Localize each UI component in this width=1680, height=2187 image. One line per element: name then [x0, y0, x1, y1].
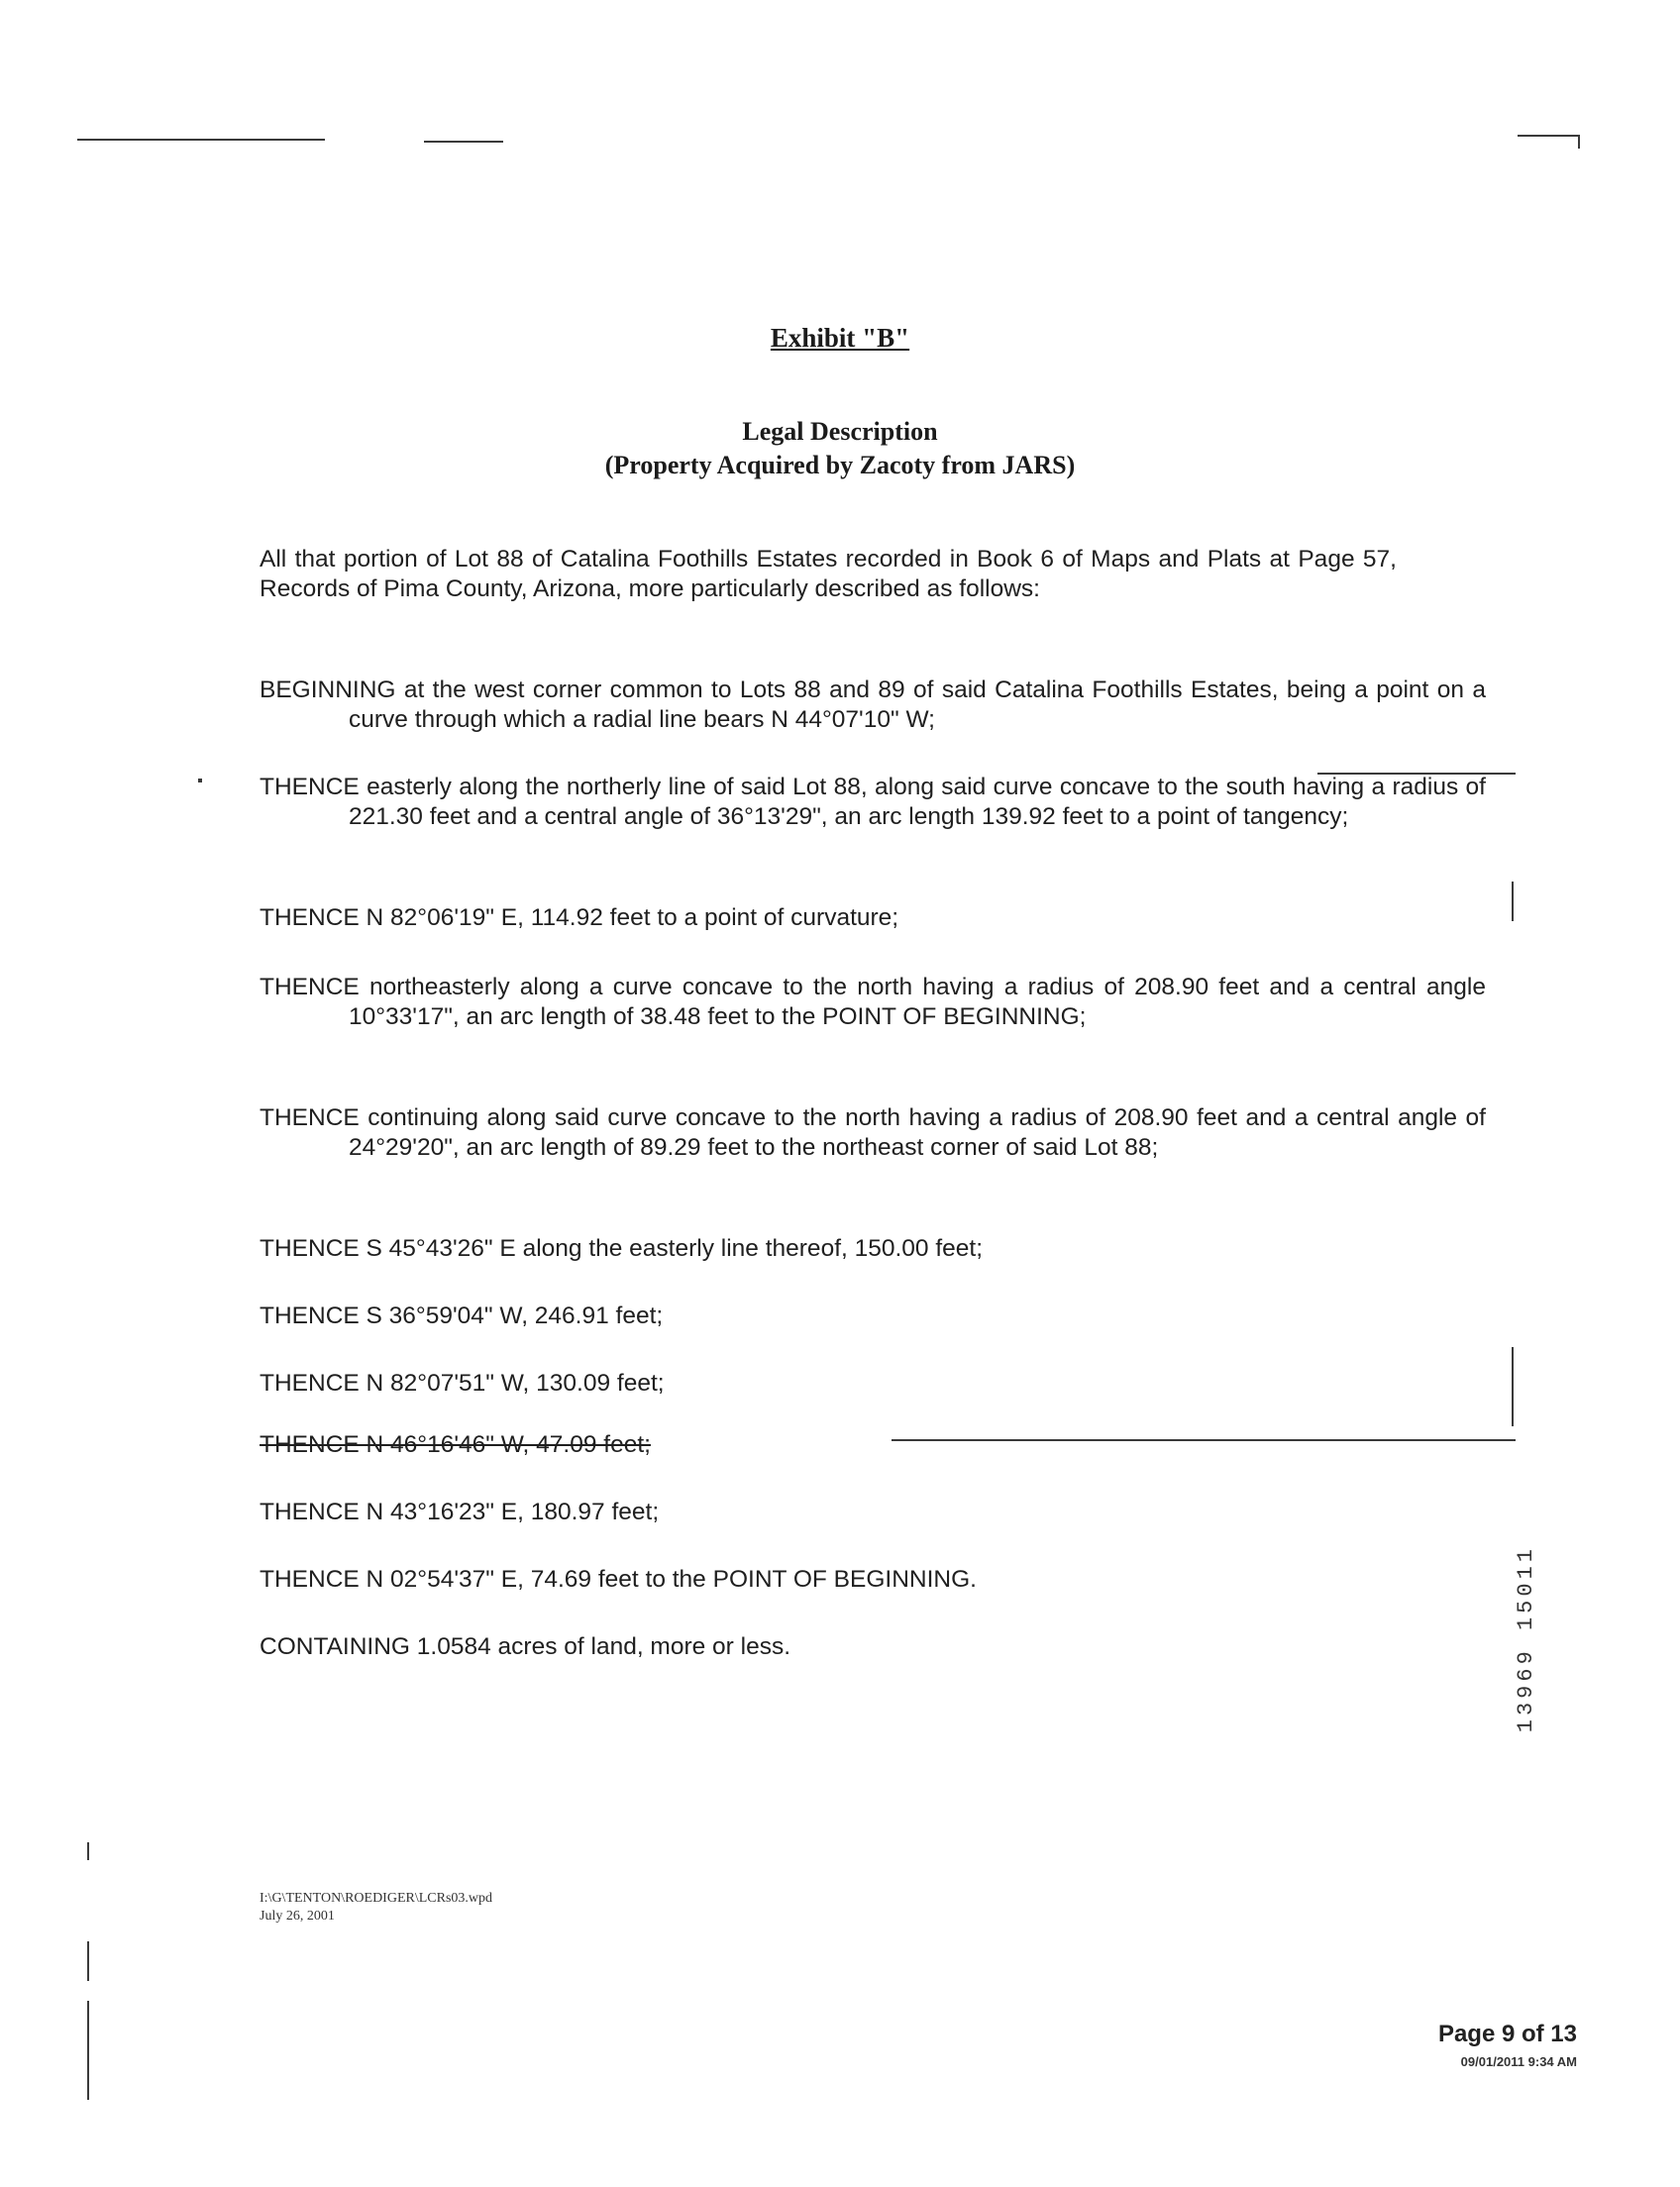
containing-acreage: CONTAINING 1.0584 acres of land, more or less.: [260, 1633, 791, 1660]
recording-number: 13969 15011: [1514, 1545, 1538, 1733]
course-n82-06: THENCE N 82°06'19" E, 114.92 feet to a point of curvature;: [260, 904, 899, 931]
course-s36-59: THENCE S 36°59'04" W, 246.91 feet;: [260, 1302, 664, 1329]
course-n46-16-struck: THENCE N 46°16'46" W, 47.09 feet;: [260, 1431, 651, 1458]
file-reference: [260, 1890, 492, 1926]
scan-mark-left-2: [87, 1941, 89, 1981]
course-n82-07: THENCE N 82°07'51" W, 130.09 feet;: [260, 1370, 665, 1397]
page-number: Page 9 of 13: [1437, 2021, 1577, 2047]
course-n02-54: THENCE N 02°54'37" E, 74.69 feet to the POINT OF BEGINNING.: [260, 1566, 977, 1593]
exhibit-heading: [0, 323, 1680, 482]
course-s45-43: THENCE S 45°43'26" E along the easterly line thereof, 150.00 feet;: [260, 1235, 984, 1262]
scan-mark-top-center: [424, 141, 503, 143]
course-easterly: THENCE easterly along the northerly line of said Lot 88, along said curve concave to the south having a radius of 221.30 feet and a central angle of 36°13'29", an arc length 139.92 feet to a point of tangency;: [260, 774, 1486, 830]
scan-mark-top-right: [1518, 135, 1579, 137]
course-continuing: THENCE continuing along said curve concave to the north having a radius of 208.90 feet and a central angle of 24°29'20", an arc length of 89.29 feet to the northeast corner of said Lot 88;: [260, 1104, 1486, 1161]
scan-mark-top-right-tick: [1578, 135, 1580, 149]
legal-description-title: Legal Description: [742, 417, 938, 446]
page-timestamp: 09/01/2011 9:34 AM: [1460, 2054, 1577, 2069]
scan-mark-right-1: [1512, 882, 1514, 921]
file-date: July 26, 2001: [260, 1909, 335, 1924]
exhibit-title: Exhibit "B": [770, 323, 910, 353]
scan-mark-left-1: [87, 1842, 89, 1860]
scan-mark-top-left: [77, 139, 325, 141]
bullet-dot: [198, 779, 202, 782]
intro-paragraph: All that portion of Lot 88 of Catalina Foothills Estates recorded in Book 6 of Maps and Plats at Page 57, Records of Pima County, Arizona, more particularly described as follows:: [260, 546, 1397, 602]
scan-mark-right-2: [1512, 1347, 1514, 1426]
file-path: I:\G\TENTON\ROEDIGER\LCRs03.wpd: [260, 1891, 493, 1906]
scan-mark-left-3: [87, 2001, 89, 2100]
course-n43-16: THENCE N 43°16'23" E, 180.97 feet;: [260, 1499, 660, 1525]
beginning-paragraph: BEGINNING at the west corner common to Lots 88 and 89 of said Catalina Foothills Estates, being a point on a curve through which a radial line bears N 44°07'10" W;: [260, 677, 1486, 733]
course-northeasterly: THENCE northeasterly along a curve concave to the north having a radius of 208.90 feet and a central angle 10°33'17", an arc length of 38.48 feet to the POINT OF BEGINNING;: [260, 974, 1486, 1030]
property-acquired-line: (Property Acquired by Zacoty from JARS): [604, 451, 1076, 479]
